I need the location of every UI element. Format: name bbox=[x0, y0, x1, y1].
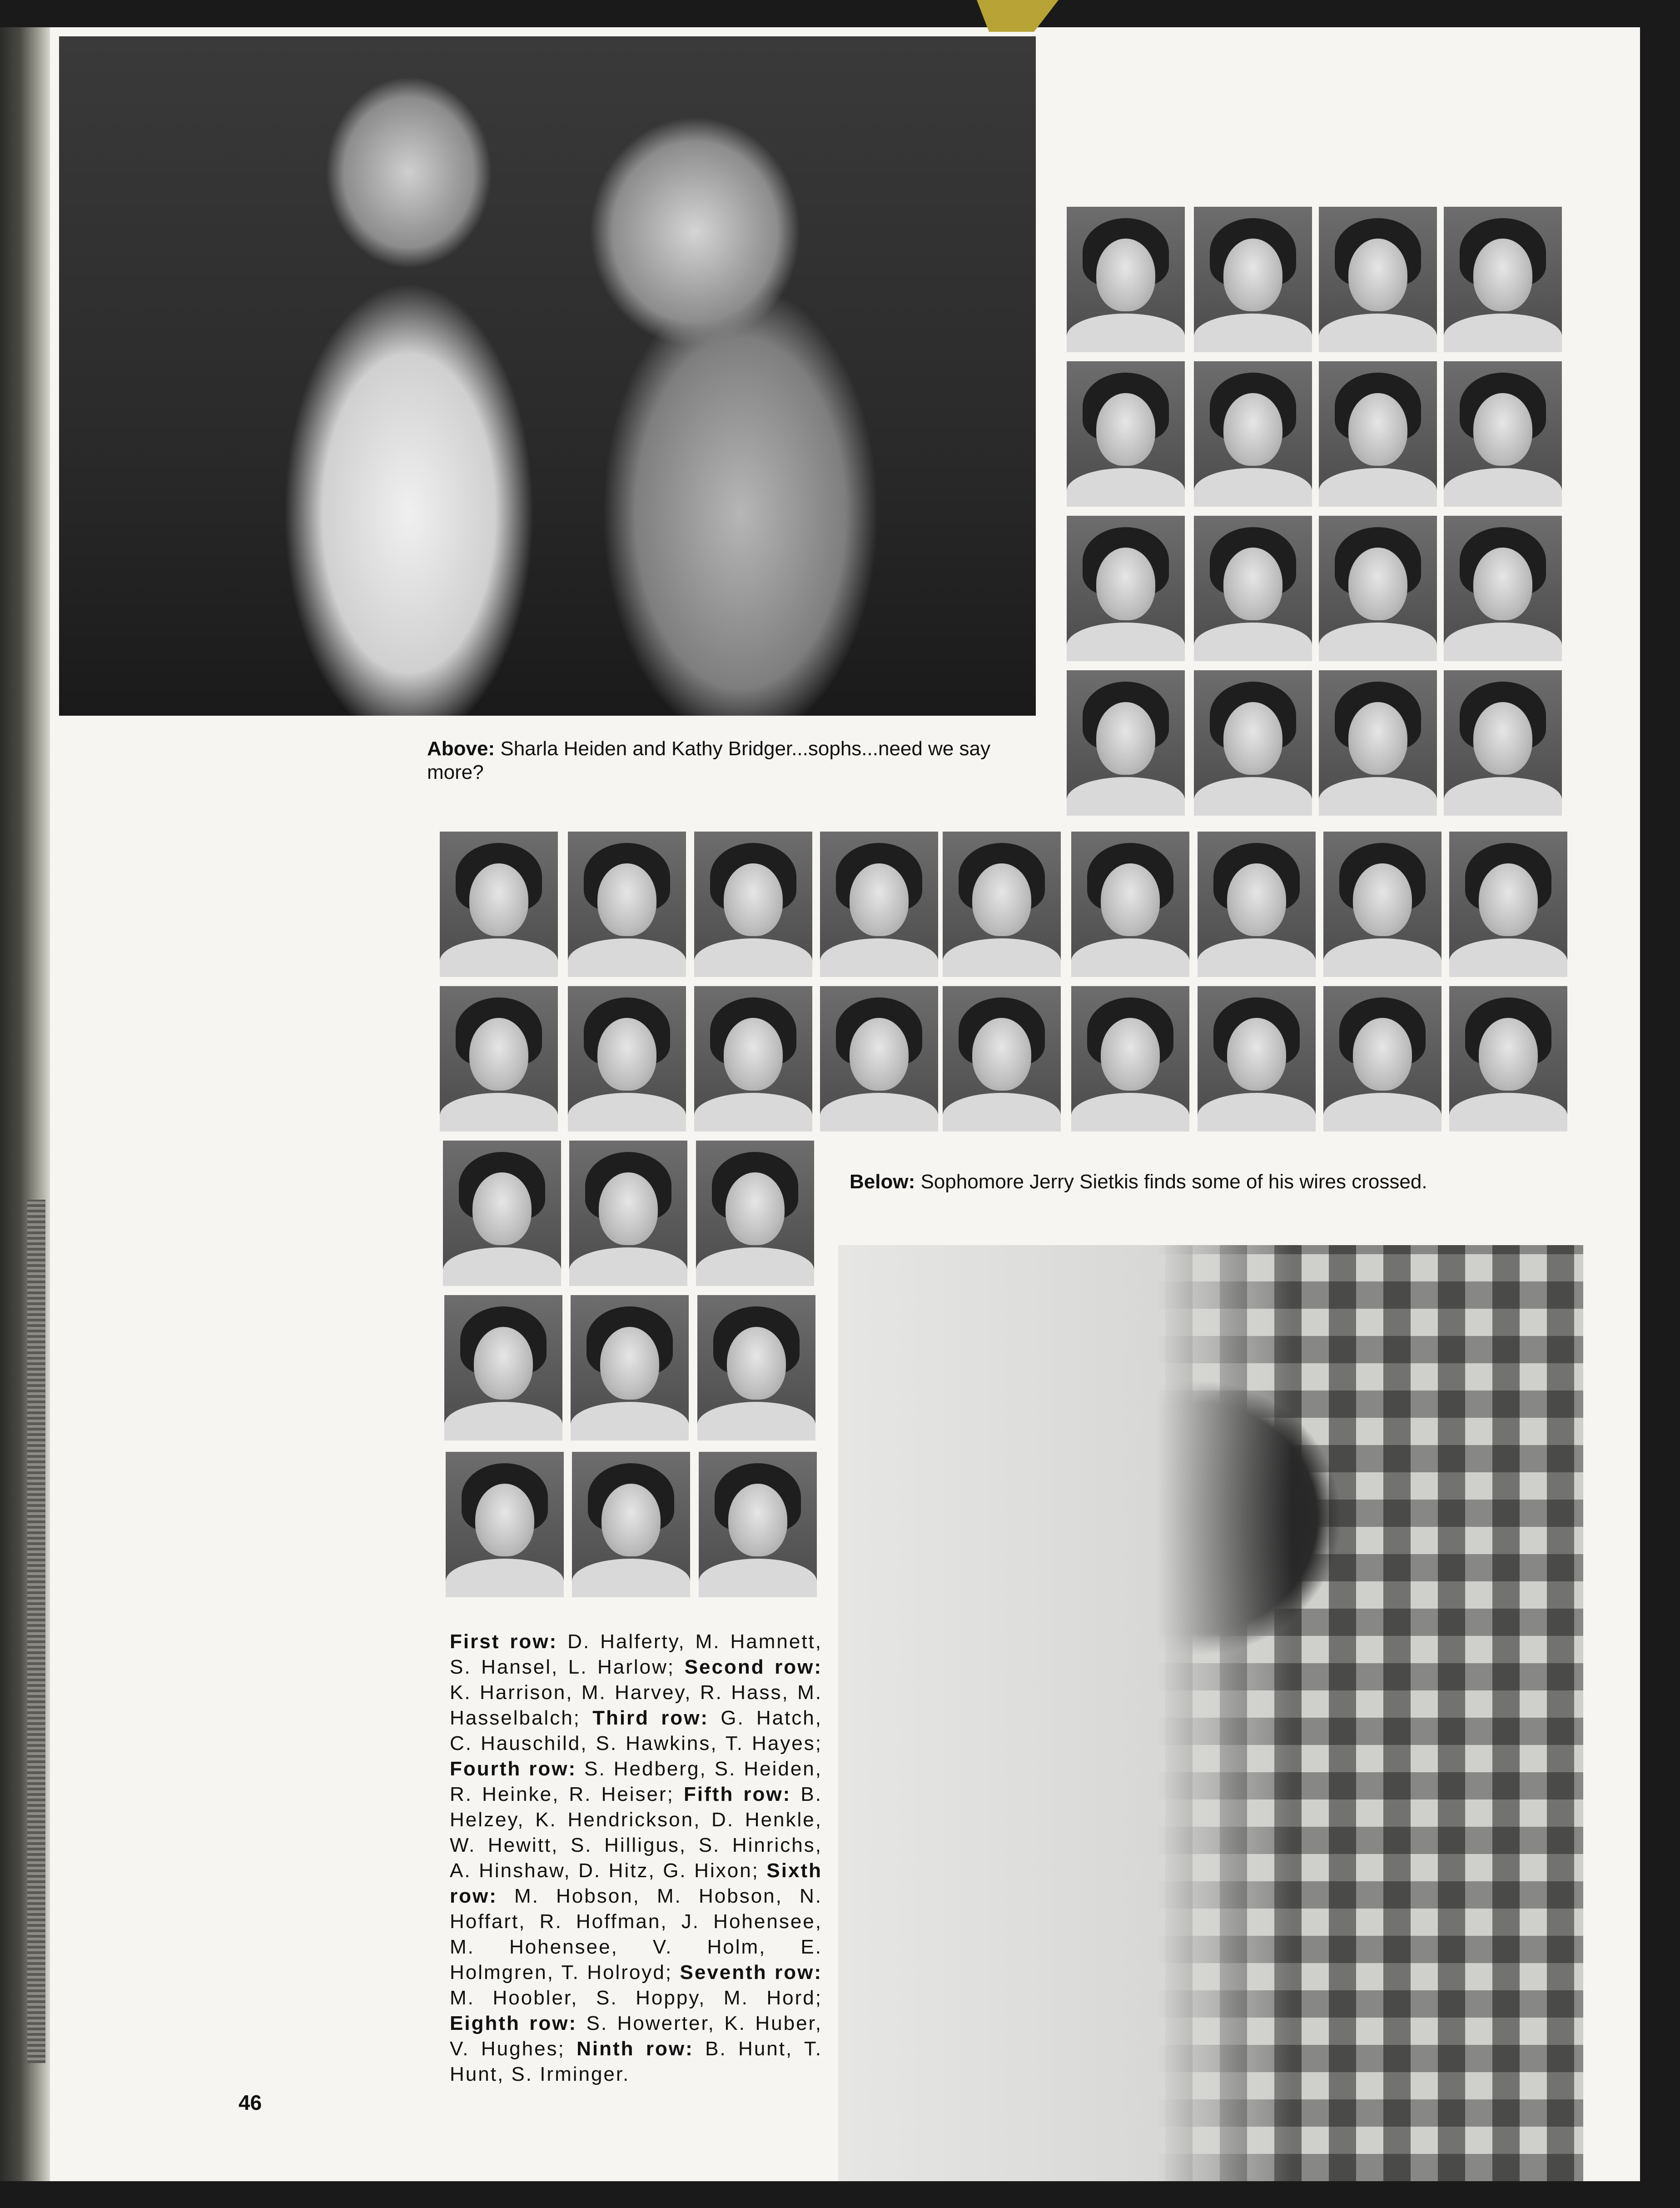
portrait bbox=[1194, 516, 1312, 661]
row-names: S. Howerter, K. Huber, V. Hughes; bbox=[450, 2012, 822, 2060]
portrait bbox=[568, 986, 686, 1131]
portrait bbox=[1449, 832, 1567, 977]
row-label: Fourth row: bbox=[450, 1758, 577, 1780]
row-names: M. Hobson, M. Hobson, N. Hoffart, R. Hoffman, J. Hohensee, M. Hohensee, V. Holm, E. Holmgren, T. Holroyd; bbox=[450, 1885, 822, 1984]
row-names: B. Hunt, T. Hunt, S. Irminger. bbox=[450, 2038, 822, 2085]
portrait bbox=[569, 1141, 687, 1286]
portrait bbox=[1071, 986, 1189, 1131]
rows-name-caption bbox=[450, 1629, 822, 2087]
portrait bbox=[572, 1452, 690, 1597]
caption-above-text: Sharla Heiden and Kathy Bridger...sophs...need we say more? bbox=[427, 738, 991, 783]
portrait bbox=[1067, 207, 1185, 352]
portrait bbox=[820, 832, 938, 977]
portrait bbox=[1194, 361, 1312, 507]
row-label: Eighth row: bbox=[450, 2012, 577, 2034]
row-names: S. Hedberg, S. Heiden, R. Heinke, R. Heiser; bbox=[450, 1758, 822, 1805]
row-names: M. Hoobler, S. Hoppy, M. Hord; bbox=[450, 1987, 822, 2009]
portrait bbox=[1444, 516, 1562, 661]
portrait bbox=[1323, 986, 1441, 1131]
caption-above bbox=[427, 737, 1036, 784]
portrait bbox=[1194, 670, 1312, 816]
portrait bbox=[820, 986, 938, 1131]
portrait bbox=[1449, 986, 1567, 1131]
row-label: Ninth row: bbox=[577, 2038, 694, 2060]
row-label: Seventh row: bbox=[680, 1961, 822, 1984]
caption-below-text: Sophomore Jerry Sietkis finds some of his wires crossed. bbox=[915, 1171, 1427, 1193]
portrait bbox=[446, 1452, 564, 1597]
portrait bbox=[1319, 516, 1437, 661]
row-names: K. Harrison, M. Harvey, R. Hass, M. Hasselbalch; bbox=[450, 1681, 822, 1729]
portrait bbox=[1319, 207, 1437, 352]
portrait bbox=[1319, 670, 1437, 816]
portrait bbox=[1319, 361, 1437, 507]
candid-photo-sharla-kathy bbox=[59, 36, 1036, 716]
portrait bbox=[696, 1141, 814, 1286]
portrait bbox=[1198, 832, 1316, 977]
binding-strip bbox=[27, 1200, 45, 2063]
row-label: Second row: bbox=[684, 1656, 823, 1678]
portrait bbox=[699, 1452, 817, 1597]
portrait bbox=[1067, 516, 1185, 661]
row-label: Sixth row: bbox=[450, 1859, 822, 1907]
portrait bbox=[443, 1141, 561, 1286]
portrait bbox=[1323, 832, 1441, 977]
portrait bbox=[943, 832, 1061, 977]
portrait bbox=[1067, 670, 1185, 816]
portrait bbox=[697, 1295, 815, 1440]
portrait bbox=[440, 986, 558, 1131]
caption-below-label: Below: bbox=[850, 1171, 915, 1193]
row-names: D. Halferty, M. Hamnett, S. Hansel, L. Harlow; bbox=[450, 1630, 823, 1678]
row-names: B. Helzey, K. Hendrickson, D. Henkle, W. Hewitt, S. Hilligus, S. Hinrichs, A. Hinshaw, D. Hitz, G. Hixon; bbox=[450, 1783, 822, 1882]
row-names: G. Hatch, C. Hauschild, S. Hawkins, T. Hayes; bbox=[450, 1707, 822, 1754]
row-label: First row: bbox=[450, 1630, 558, 1653]
page-number: 46 bbox=[239, 2091, 262, 2114]
portrait bbox=[440, 832, 558, 977]
row-label: Third row: bbox=[592, 1707, 709, 1729]
portrait bbox=[943, 986, 1061, 1131]
portrait bbox=[1198, 986, 1316, 1131]
portrait bbox=[1444, 361, 1562, 507]
portrait bbox=[1071, 832, 1189, 977]
portrait bbox=[571, 1295, 689, 1440]
portrait bbox=[1444, 670, 1562, 816]
portrait bbox=[568, 832, 686, 977]
portrait bbox=[1194, 207, 1312, 352]
portrait bbox=[444, 1295, 562, 1440]
caption-above-label: Above: bbox=[427, 738, 495, 760]
portrait bbox=[694, 986, 812, 1131]
portrait bbox=[1444, 207, 1562, 352]
portrait bbox=[694, 832, 812, 977]
row-label: Fifth row: bbox=[684, 1783, 791, 1805]
candid-photo-jerry-sietkis bbox=[838, 1245, 1583, 2181]
caption-below bbox=[850, 1170, 1576, 1194]
portrait bbox=[1067, 361, 1185, 507]
